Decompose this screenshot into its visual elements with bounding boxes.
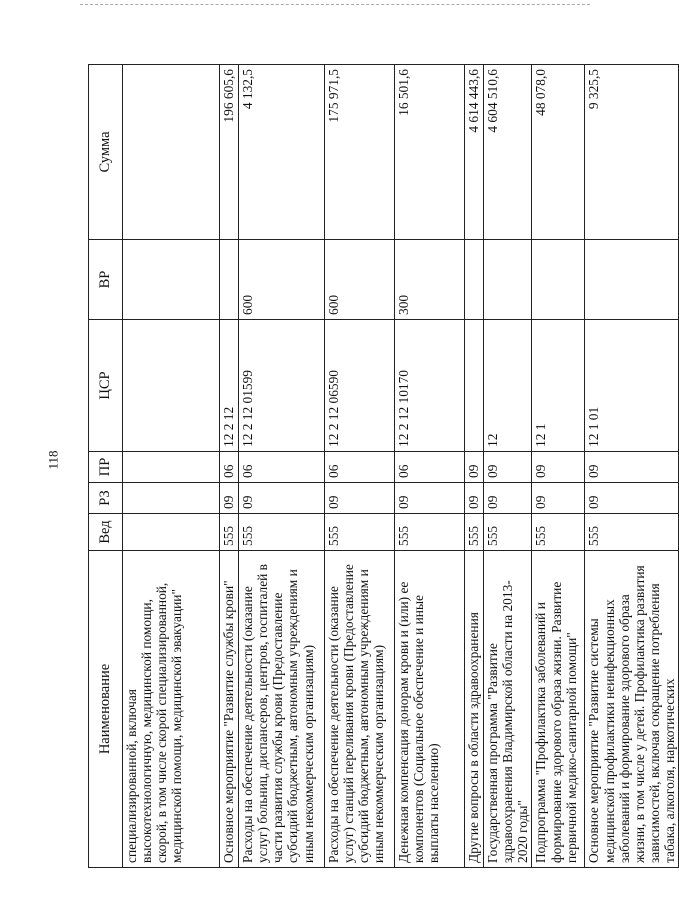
cell-ved: 555 [465,514,484,551]
cell-rz: 09 [395,483,465,514]
page-number: 118 [45,450,61,470]
scan-edge-line [80,4,590,5]
cell-csr: 12 2 12 01599 [239,320,325,452]
cell-ved [123,514,220,551]
cell-rz: 09 [239,483,325,514]
cell-name: Основное мероприятие "Развитие системы медицинской профилактики неинфекционных заболеваний и формирование здорового образа жизни, в том числе у детей. Профилактика развития зависимостей, включая сокращение потребления табака, алкоголя, наркотических [585,551,679,868]
cell-rz: 09 [484,483,532,514]
cell-sum [123,65,220,240]
table-header-row [89,65,123,868]
budget-table [88,64,679,868]
cell-vr [123,240,220,320]
cell-name: Денежная компенсация донорам крови и (или) ее компонентов (Социальное обеспечение и иные выплаты населению) [395,551,465,868]
header-rz: РЗ [89,483,123,514]
cell-csr: 12 2 12 10170 [395,320,465,452]
cell-sum: 48 078,0 [532,65,585,240]
cell-sum: 9 325,5 [585,65,679,240]
cell-pr [123,452,220,483]
cell-csr: 12 1 [532,320,585,452]
cell-ved: 555 [395,514,465,551]
cell-csr: 12 1 01 [585,320,679,452]
cell-sum: 4 132,5 [239,65,325,240]
cell-vr [484,240,532,320]
cell-csr [123,320,220,452]
cell-pr: 09 [465,452,484,483]
cell-rz: 09 [532,483,585,514]
cell-sum: 4 604 510,6 [484,65,532,240]
cell-rz: 09 [325,483,395,514]
table-row [484,65,532,868]
cell-pr: 09 [532,452,585,483]
cell-name: специализированной, включая высокотехнологичную, медицинской помощи, скорой, в том числе скорой специализированной, медицинской помощи, медицинской эвакуации" [123,551,220,868]
cell-rz [123,483,220,514]
cell-name: Расходы на обеспечение деятельности (оказание услуг) больниц, диспансеров, центров, госпиталей в части развития службы крови (Предоставление субсидий бюджетным, автономным учреждениям и иным некоммерческим организациям) [239,551,325,868]
cell-csr [465,320,484,452]
cell-vr [585,240,679,320]
header-ved: Вед [89,514,123,551]
table-row [123,65,220,868]
cell-name: Основное мероприятие "Развитие службы крови" [220,551,239,868]
cell-ved: 555 [484,514,532,551]
cell-ved: 555 [239,514,325,551]
cell-pr: 06 [220,452,239,483]
table-row [465,65,484,868]
cell-csr: 12 2 12 06590 [325,320,395,452]
rotated-page-content [88,65,678,868]
table-row [532,65,585,868]
header-pr: ПР [89,452,123,483]
cell-vr [465,240,484,320]
cell-rz: 09 [585,483,679,514]
cell-ved: 555 [532,514,585,551]
cell-rz: 09 [465,483,484,514]
cell-pr: 09 [484,452,532,483]
cell-vr [532,240,585,320]
cell-vr: 600 [325,240,395,320]
cell-rz: 09 [220,483,239,514]
cell-pr: 06 [325,452,395,483]
cell-ved: 555 [325,514,395,551]
table-row [220,65,239,868]
header-sum: Сумма [89,65,123,240]
cell-sum: 16 501,6 [395,65,465,240]
table-row [395,65,465,868]
cell-ved: 555 [585,514,679,551]
cell-sum: 4 614 443,6 [465,65,484,240]
cell-csr: 12 [484,320,532,452]
cell-vr [220,240,239,320]
cell-sum: 175 971,5 [325,65,395,240]
table-row [585,65,679,868]
cell-name: Подпрограмма "Профилактика заболеваний и формирование здорового образа жизни. Развитие первичной медико-санитарной помощи" [532,551,585,868]
table-row [325,65,395,868]
cell-pr: 09 [585,452,679,483]
cell-ved: 555 [220,514,239,551]
table-row [239,65,325,868]
cell-vr: 300 [395,240,465,320]
header-csr: ЦСР [89,320,123,452]
header-vr: ВР [89,240,123,320]
cell-pr: 06 [239,452,325,483]
header-name: Наименование [89,551,123,868]
cell-name: Другие вопросы в области здравоохранения [465,551,484,868]
cell-sum: 196 605,6 [220,65,239,240]
cell-csr: 12 2 12 [220,320,239,452]
cell-name: Государственная программа "Развитие здравоохранения Владимирской области на 2013-2020 годы" [484,551,532,868]
cell-name: Расходы на обеспечение деятельности (оказание услуг) станций переливания крови (Предоставление субсидий бюджетным, автономным учреждениям и иным некоммерческим организациям) [325,551,395,868]
cell-vr: 600 [239,240,325,320]
cell-pr: 06 [395,452,465,483]
